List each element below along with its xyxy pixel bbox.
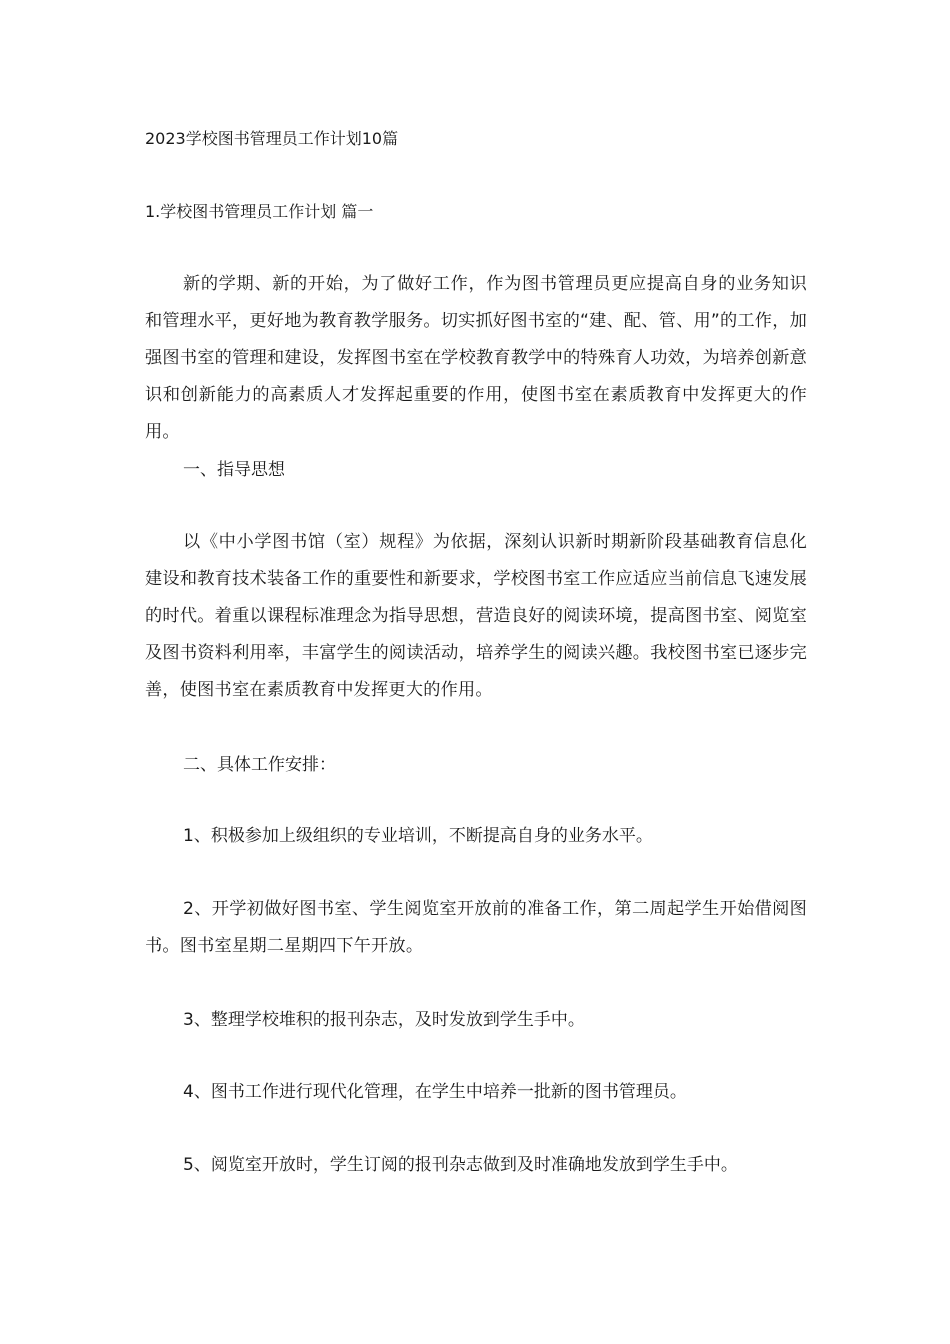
list-item-3: 3、整理学校堆积的报刊杂志，及时发放到学生手中。 xyxy=(183,1010,585,1030)
list-item-5: 5、阅览室开放时，学生订阅的报刊杂志做到及时准确地发放到学生手中。 xyxy=(183,1155,738,1175)
intro-paragraph: 新的学期、新的开始，为了做好工作，作为图书管理员更应提高自身的业务知识和管理水平，更好地为教育教学服务。切实抓好图书室的“建、配、管、用”的工作，加强图书室的管理和建设，发挥图书室在学校教育教学中的特殊育人功效，为培养创新意识和创新能力的高素质人才发挥起重要的作用，使图书室在素质教育中发挥更大的作用。 xyxy=(145,274,807,442)
section-title: 1.学校图书管理员工作计划 篇一 xyxy=(145,202,374,221)
list-item-1: 1、积极参加上级组织的专业培训，不断提高自身的业务水平。 xyxy=(183,826,653,846)
list-item-4: 4、图书工作进行现代化管理，在学生中培养一批新的图书管理员。 xyxy=(183,1082,687,1102)
heading-guiding-thought: 一、指导思想 xyxy=(183,460,285,480)
guiding-paragraph: 以《中小学图书馆（室）规程》为依据，深刻认识新时期新阶段基础教育信息化建设和教育技术装备工作的重要性和新要求，学校图书室工作应适应当前信息飞速发展的时代。着重以课程标准理念为指导思想，营造良好的阅读环境，提高图书室、阅览室及图书资料利用率，丰富学生的阅读活动，培养学生的阅读兴趣。我校图书室已逐步完善，使图书室在素质教育中发挥更大的作用。 xyxy=(145,532,807,700)
heading-work-arrangement: 二、具体工作安排： xyxy=(183,755,336,775)
list-item-2: 2、开学初做好图书室、学生阅览室开放前的准备工作，第二周起学生开始借阅图书。图书室星期二星期四下午开放。 xyxy=(145,899,807,956)
document-title: 2023学校图书管理员工作计划10篇 xyxy=(145,129,399,148)
